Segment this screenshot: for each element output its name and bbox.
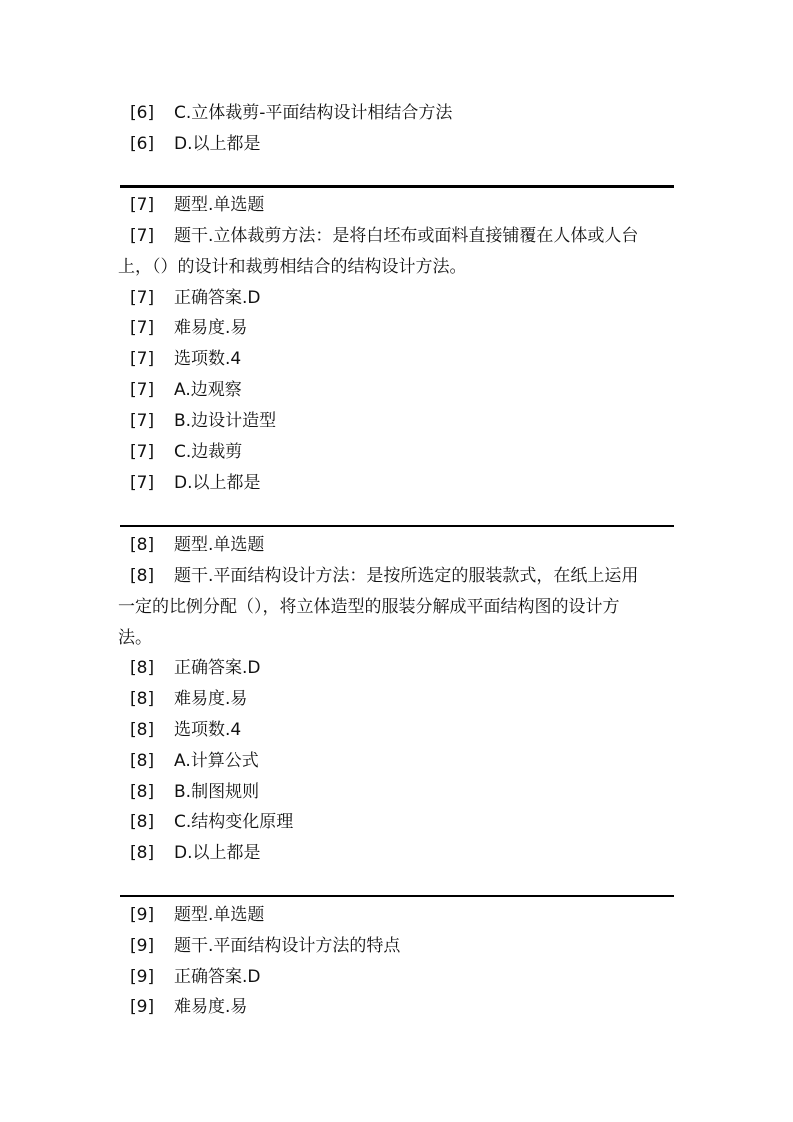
option-text: D.以上都是: [174, 473, 261, 493]
section-divider: [120, 895, 674, 897]
question-number: [8]: [130, 658, 155, 678]
question-number: [9]: [130, 967, 155, 987]
question-number: [8]: [130, 720, 155, 740]
q9-type: [130, 905, 264, 925]
question-number: [7]: [130, 195, 155, 215]
q7-option-c: [130, 442, 242, 462]
option-text: C.立体裁剪-平面结构设计相结合方法: [174, 103, 453, 123]
option-text: A.计算公式: [174, 751, 259, 771]
difficulty: 难易度.易: [174, 997, 248, 1017]
correct-answer: 正确答案.D: [174, 658, 261, 678]
q7-type: [130, 195, 264, 215]
q7-answer: [130, 288, 261, 308]
question-number: [7]: [130, 226, 155, 246]
question-number: [6]: [130, 134, 155, 154]
question-type: 题型.单选题: [174, 535, 265, 555]
q6-option-c: [130, 103, 452, 123]
question-number: [8]: [130, 566, 155, 586]
question-number: [9]: [130, 936, 155, 956]
option-count: 选项数.4: [174, 349, 242, 369]
correct-answer: 正确答案.D: [174, 967, 261, 987]
question-number: [7]: [130, 442, 155, 462]
question-number: [7]: [130, 411, 155, 431]
option-text: B.边设计造型: [174, 411, 277, 431]
q8-option-d: [130, 843, 261, 863]
option-text: D.以上都是: [174, 843, 261, 863]
question-number: [8]: [130, 535, 155, 555]
option-text: C.结构变化原理: [174, 812, 294, 832]
difficulty: 难易度.易: [174, 689, 248, 709]
question-number: [9]: [130, 997, 155, 1017]
correct-answer: 正确答案.D: [174, 288, 261, 308]
q8-option-b: [130, 782, 259, 802]
q8-difficulty: [130, 689, 247, 709]
section-divider: [120, 525, 674, 527]
question-number: [7]: [130, 380, 155, 400]
q7-option-b: [130, 411, 276, 431]
question-number: [8]: [130, 751, 155, 771]
option-text: B.制图规则: [174, 782, 260, 802]
question-number: [8]: [130, 843, 155, 863]
q9-answer: [130, 967, 261, 987]
q8-option-c: [130, 812, 293, 832]
q7-option-count: [130, 349, 241, 369]
q7-stem: [130, 226, 638, 246]
q7-option-d: [130, 473, 261, 493]
q8-option-count: [130, 720, 241, 740]
question-number: [7]: [130, 318, 155, 338]
q8-stem-continued: 一定的比例分配（），将立体造型的服装分解成平面结构图的设计方: [118, 597, 620, 617]
question-stem: 题干.平面结构设计方法：是按所选定的服装款式，在纸上运用: [174, 566, 639, 586]
q7-stem-continued: 上，（）的设计和裁剪相结合的结构设计方法。: [118, 257, 467, 277]
q6-option-d: [130, 134, 261, 154]
q9-stem: [130, 936, 400, 956]
question-number: [7]: [130, 288, 155, 308]
q8-answer: [130, 658, 261, 678]
q8-option-a: [130, 751, 259, 771]
difficulty: 难易度.易: [174, 318, 248, 338]
option-count: 选项数.4: [174, 720, 242, 740]
question-stem: 题干.平面结构设计方法的特点: [174, 936, 401, 956]
question-number: [7]: [130, 349, 155, 369]
question-type: 题型.单选题: [174, 195, 265, 215]
q8-type: [130, 535, 264, 555]
q7-difficulty: [130, 318, 247, 338]
section-divider: [120, 185, 674, 188]
question-number: [8]: [130, 782, 155, 802]
option-text: D.以上都是: [174, 134, 261, 154]
option-text: C.边裁剪: [174, 442, 243, 462]
q8-stem: [130, 566, 638, 586]
question-type: 题型.单选题: [174, 905, 265, 925]
q7-option-a: [130, 380, 242, 400]
question-number: [7]: [130, 473, 155, 493]
question-stem: 题干.立体裁剪方法：是将白坯布或面料直接铺覆在人体或人台: [174, 226, 639, 246]
question-number: [8]: [130, 812, 155, 832]
question-number: [8]: [130, 689, 155, 709]
question-number: [9]: [130, 905, 155, 925]
option-text: A.边观察: [174, 380, 242, 400]
q8-stem-continued: 法。: [118, 628, 152, 648]
question-number: [6]: [130, 103, 155, 123]
q9-difficulty: [130, 997, 247, 1017]
